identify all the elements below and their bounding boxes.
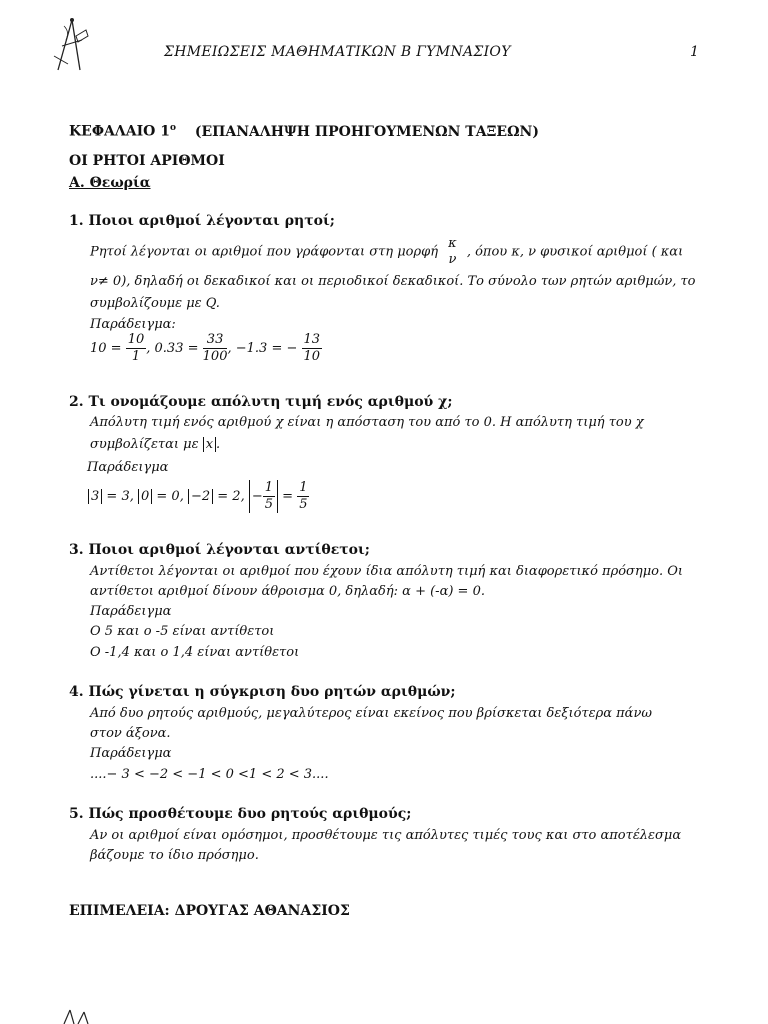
q1-example-math (90, 332, 322, 365)
chapter-heading (69, 123, 539, 140)
q1-ex-b: , 0.33 = (146, 341, 199, 356)
q2-ex-val-2: = 0, (152, 489, 184, 504)
q1-ex-f2-num: 33 (203, 332, 228, 349)
q1-text-a: Ρητοί λέγονται οι αριθμοί που γράφονται στη μορφή (90, 244, 439, 260)
q2-ex-val-3: = 2, (213, 489, 245, 504)
q2-ex-eq: = (278, 489, 294, 504)
q2-ex-abs-1: 3 (88, 489, 102, 504)
q1-ex-frac-3 (302, 332, 323, 365)
q2-abs-symbol: x (203, 437, 216, 452)
q2-example-math (88, 480, 309, 513)
q2-ex-frac-num: 1 (264, 480, 274, 495)
q3-line-2: αντίθετοι αριθμοί δίνουν άθροισμα 0, δηλαδή: α + (-α) = 0. (90, 584, 485, 599)
q2-ex-abs-2: 0 (138, 489, 152, 504)
q4-example-label: Παράδειγμα (90, 746, 172, 761)
q1-ex-f2-den: 100 (202, 349, 228, 364)
q2-ex-frac (263, 480, 275, 513)
q1-ex-f3-num: 13 (303, 332, 321, 347)
q2-line-2b: . (216, 437, 221, 452)
q1-line-1 (90, 236, 700, 268)
q3-example-1: Ο 5 και ο -5 είναι αντίθετοι (90, 624, 275, 639)
q4-example: ....− 3 < −2 < −1 < 0 <1 < 2 < 3.... (90, 767, 329, 782)
q2-ex-abs-frac (249, 480, 278, 513)
q1-ex-f3-den: 10 (303, 349, 321, 364)
chapter-subtitle: (ΕΠΑΝΑΛΗΨΗ ΠΡΟΗΓΟΥΜΕΝΩΝ ΤΑΞΕΩΝ) (194, 123, 539, 140)
q1-fraction (446, 236, 459, 268)
chapter-label: ΚΕΦΑΛΑΙΟ 1 (69, 123, 170, 140)
q1-text-b: , όπου κ, ν φυσικοί αριθμοί ( και (466, 244, 684, 260)
q1-ex-f1-den: 1 (131, 349, 141, 364)
q1-ex-frac-2 (203, 332, 228, 365)
q2-ex-minus: − (251, 489, 263, 504)
section-title: ΟΙ ΡΗΤΟΙ ΑΡΙΘΜΟΙ (69, 153, 225, 169)
q2-ex-frac-den: 5 (264, 497, 274, 512)
q2-line-2a: συμβολίζεται με (90, 437, 199, 452)
question-4-title: 4. Πώς γίνεται η σύγκριση δυο ρητών αριθμών; (69, 684, 456, 700)
q2-ex-abs-3: −2 (188, 489, 213, 504)
q1-ex-a: 10 = (90, 341, 122, 356)
q1-line-3: συμβολίζουμε με Q. (90, 296, 220, 311)
question-3-title: 3. Ποιοι αριθμοί λέγονται αντίθετοι; (69, 542, 370, 558)
q1-ex-f1-num: 10 (127, 332, 145, 347)
q4-line-1: Από δυο ρητούς αριθμούς, μεγαλύτερος είναι εκείνος που βρίσκεται δεξιότερα πάνω (90, 706, 652, 721)
q5-line-1: Αν οι αριθμοί είναι ομόσημοι, προσθέτουμε τις απόλυτες τιμές τους και στο αποτέλεσμα (90, 828, 682, 843)
q2-line-2 (90, 435, 220, 455)
page-number: 1 (690, 44, 699, 60)
q1-line-2: ν≠ 0), δηλαδή οι δεκαδικοί και οι περιοδικοί δεκαδικοί. Το σύνολο των ρητών αριθμών, το (90, 274, 696, 289)
q2-ex-val-1: = 3, (102, 489, 134, 504)
q2-ex-res-num: 1 (299, 480, 308, 495)
page-footer-author: ΕΠΙΜΕΛΕΙΑ: ΔΡΟΥΓΑΣ ΑΘΑΝΑΣΙΟΣ (69, 903, 350, 919)
q1-example-label: Παράδειγμα: (90, 317, 176, 332)
q3-example-2: Ο -1,4 και ο 1,4 είναι αντίθετοι (90, 645, 300, 660)
q3-example-label: Παράδειγμα (90, 604, 172, 619)
q2-ex-result-frac (297, 480, 309, 513)
question-5-title: 5. Πώς προσθέτουμε δυο ρητούς αριθμούς; (69, 806, 412, 822)
question-2-title: 2. Τι ονομάζουμε απόλυτη τιμή ενός αριθμού χ; (69, 394, 453, 410)
q4-line-2: στον άξονα. (90, 726, 171, 741)
q5-line-2: βάζουμε το ίδιο πρόσημο. (90, 848, 259, 863)
q1-ex-frac-1 (126, 332, 147, 365)
q2-line-1: Απόλυτη τιμή ενός αριθμού χ είναι η απόσταση του από το 0. Η απόλυτη τιμή του χ (90, 415, 644, 430)
question-1-title: 1. Ποιοι αριθμοί λέγονται ρητοί; (69, 213, 335, 229)
compass-mark-icon (60, 1006, 90, 1024)
chapter-sup: ο (169, 123, 176, 133)
q3-line-1: Αντίθετοι λέγονται οι αριθμοί που έχουν ίδια απόλυτη τιμή και διαφορετικό πρόσημο. Οι (90, 564, 683, 579)
compass-ruler-logo-icon (50, 16, 92, 74)
q1-frac-num: κ (448, 236, 457, 251)
q1-frac-den: ν (448, 252, 457, 267)
q1-ex-c: , −1.3 = − (227, 341, 298, 356)
q2-example-label: Παράδειγμα (87, 460, 169, 475)
page-header-title: ΣΗΜΕΙΩΣΕΙΣ ΜΑΘΗΜΑΤΙΚΩΝ Β ΓΥΜΝΑΣΙΟΥ (164, 44, 511, 60)
theory-heading: Α. Θεωρία (69, 175, 151, 191)
q2-ex-res-den: 5 (299, 497, 308, 512)
